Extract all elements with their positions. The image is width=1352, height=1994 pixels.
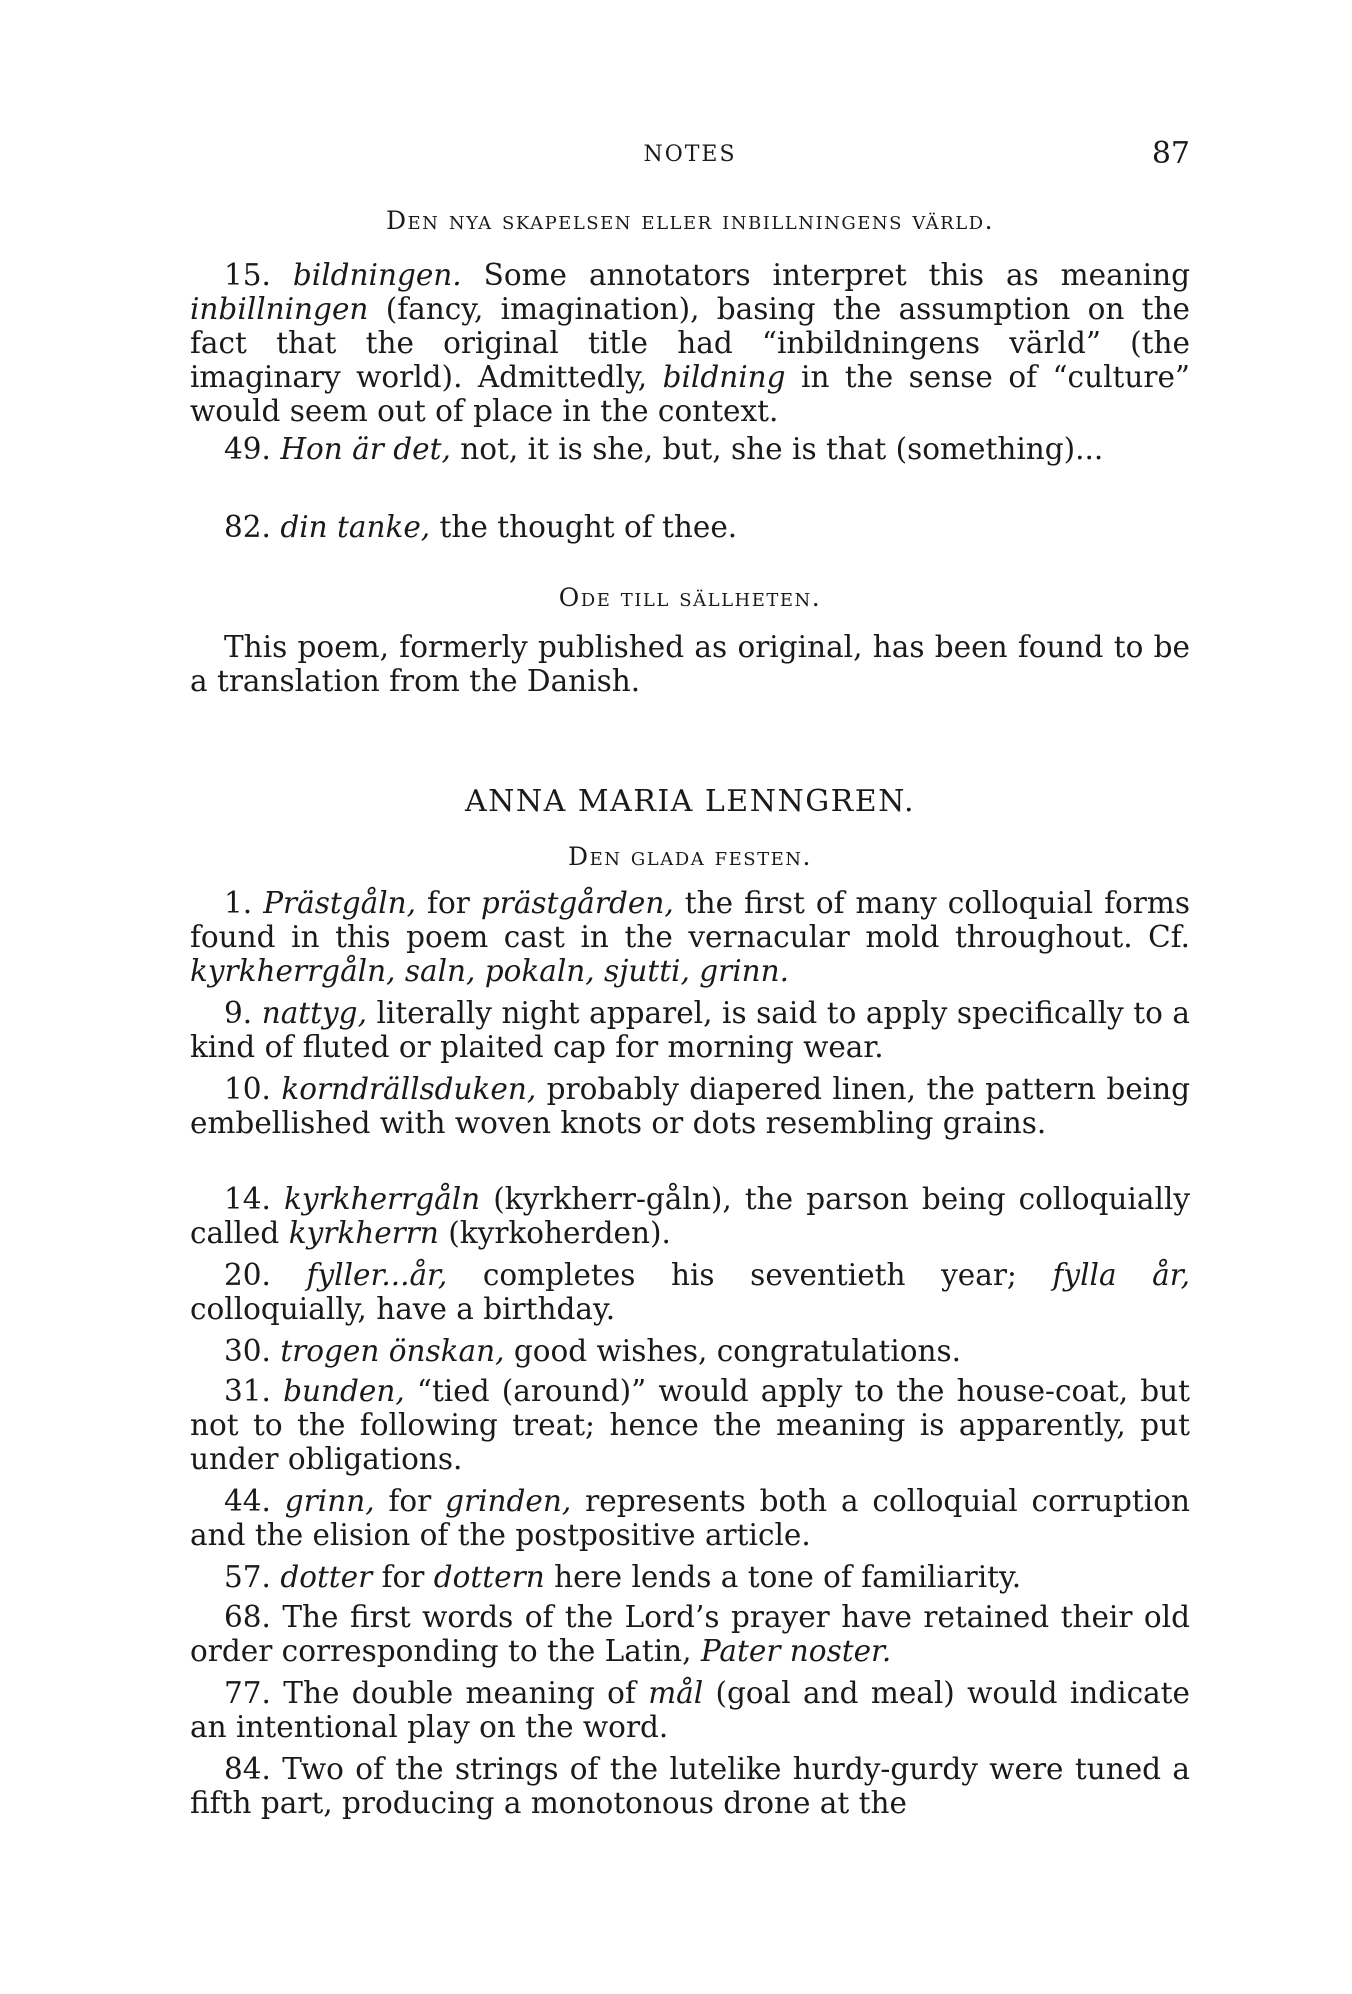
note-text: (fancy, imagination), basing the assumption on the fact that the original title had “inbildningens värld” (the imaginary world). Admittedly, xyxy=(190,292,1190,394)
note-text: for xyxy=(372,1560,434,1594)
note-text: (kyrkoherden). xyxy=(438,1216,671,1250)
note-text: represents both a colloquial corruption and the elision of the postpositive article. xyxy=(190,1484,1190,1552)
note-57 xyxy=(190,1560,1190,1594)
note-term: fyller...år, xyxy=(306,1258,448,1292)
note-text: (goal and meal) would indicate an intentional play on the word. xyxy=(190,1676,1190,1744)
note-number: 68. xyxy=(224,1600,271,1634)
note-term: kyrkherrgåln, saln, pokaln, sjutti, grinn. xyxy=(190,954,790,988)
note-text: in the sense of “culture” would seem out of place in the context. xyxy=(190,360,1190,428)
note-text: good wishes, congratulations. xyxy=(504,1334,962,1368)
note-term: mål xyxy=(648,1676,704,1710)
note-term: inbillningen xyxy=(190,292,369,326)
note-77 xyxy=(190,1676,1190,1744)
note-number: 10. xyxy=(224,1072,271,1106)
note-term: grinden, xyxy=(445,1484,572,1518)
note-14 xyxy=(190,1182,1190,1250)
note-20 xyxy=(190,1258,1190,1326)
note-number: 20. xyxy=(224,1258,271,1292)
note-text: for xyxy=(416,886,481,920)
note-number: 84. xyxy=(224,1752,271,1786)
note-number: 30. xyxy=(224,1334,271,1368)
note-term: Hon är det, xyxy=(280,432,451,466)
author-heading: ANNA MARIA LENNGREN. xyxy=(464,784,916,819)
note-number: 9. xyxy=(224,996,253,1030)
note-number: 1. xyxy=(224,886,253,920)
note-number: 31. xyxy=(224,1374,271,1408)
note-1 xyxy=(190,886,1190,988)
note-term: nattyg, xyxy=(261,996,367,1030)
note-44 xyxy=(190,1484,1190,1552)
note-term: grinn, xyxy=(284,1484,375,1518)
note-31 xyxy=(190,1374,1190,1476)
note-text: colloquially, have a birthday. xyxy=(190,1292,616,1326)
note-10 xyxy=(190,1072,1190,1140)
note-term: Prästgåln, xyxy=(263,886,417,920)
note-text: for xyxy=(374,1484,446,1518)
note-term: bildningen. xyxy=(292,258,462,292)
note-68 xyxy=(190,1600,1190,1668)
note-number: 44. xyxy=(224,1484,271,1518)
note-text: Two of the strings of the lutelike hurdy-gurdy were tuned a fifth part, producing a monotonous drone at the xyxy=(190,1752,1190,1820)
note-15 xyxy=(190,258,1190,428)
note-number: 57. xyxy=(224,1560,271,1594)
note-text: here lends a tone of familiarity. xyxy=(544,1560,1022,1594)
note-text: literally night apparel, is said to apply specifically to a kind of fluted or plaited cap for morning wear. xyxy=(190,996,1190,1064)
note-text: probably diapered linen, the pattern being embellished with woven knots or dots resembling grains. xyxy=(190,1072,1190,1140)
note-term: trogen önskan, xyxy=(280,1334,505,1368)
note-text: “tied (around)” would apply to the house-coat, but not to the following treat; hence the meaning is apparently, put under obligations. xyxy=(190,1374,1190,1476)
note-term: Pater noster. xyxy=(700,1634,892,1668)
note-term: prästgården, xyxy=(480,886,674,920)
note-number: 82. xyxy=(224,510,271,544)
section-heading-den-nya: Den nya skapelsen eller inbillningens värld. xyxy=(385,206,995,235)
note-number: 49. xyxy=(224,432,271,466)
ode-paragraph: This poem, formerly published as original, has been found to be a translation from the Danish. xyxy=(190,630,1190,698)
note-term: bunden, xyxy=(283,1374,405,1408)
note-30 xyxy=(190,1334,1190,1368)
note-text: (kyrkherr-gåln), the parson being colloquially called xyxy=(190,1182,1190,1250)
note-term: korndrällsduken, xyxy=(281,1072,537,1106)
note-term: fylla år, xyxy=(1052,1258,1190,1292)
note-text: completes his seventieth year; xyxy=(447,1258,1053,1292)
running-head xyxy=(190,136,1190,176)
note-text: the first of many colloquial forms found in this poem cast in the vernacular mold throughout. Cf. xyxy=(190,886,1190,954)
note-text: Some annotators interpret this as meaning xyxy=(461,258,1190,292)
note-term: dotter xyxy=(280,1560,373,1594)
note-82 xyxy=(190,510,1190,544)
page-number: 87 xyxy=(1151,136,1190,171)
section-heading-ode: Ode till sällheten. xyxy=(558,583,822,612)
note-number: 77. xyxy=(224,1676,271,1710)
note-term: kyrkherrgåln xyxy=(284,1182,481,1216)
note-term: kyrkherrn xyxy=(288,1216,439,1250)
note-term: din tanke, xyxy=(280,510,431,544)
section-heading-glada-festen: Den glada festen. xyxy=(568,842,812,871)
running-head-title: NOTES xyxy=(643,142,737,167)
note-text: the thought of thee. xyxy=(430,510,738,544)
note-9 xyxy=(190,996,1190,1064)
note-text: The first words of the Lord’s prayer have retained their old order corresponding to the Latin, xyxy=(190,1600,1190,1668)
note-49 xyxy=(190,432,1190,466)
note-text: The double meaning of xyxy=(283,1676,649,1710)
note-term: dottern xyxy=(433,1560,545,1594)
note-text: not, it is she, but, she is that (something)... xyxy=(450,432,1104,466)
note-number: 15. xyxy=(224,258,271,292)
note-term: bildning xyxy=(662,360,786,394)
note-number: 14. xyxy=(224,1182,271,1216)
note-84 xyxy=(190,1752,1190,1820)
